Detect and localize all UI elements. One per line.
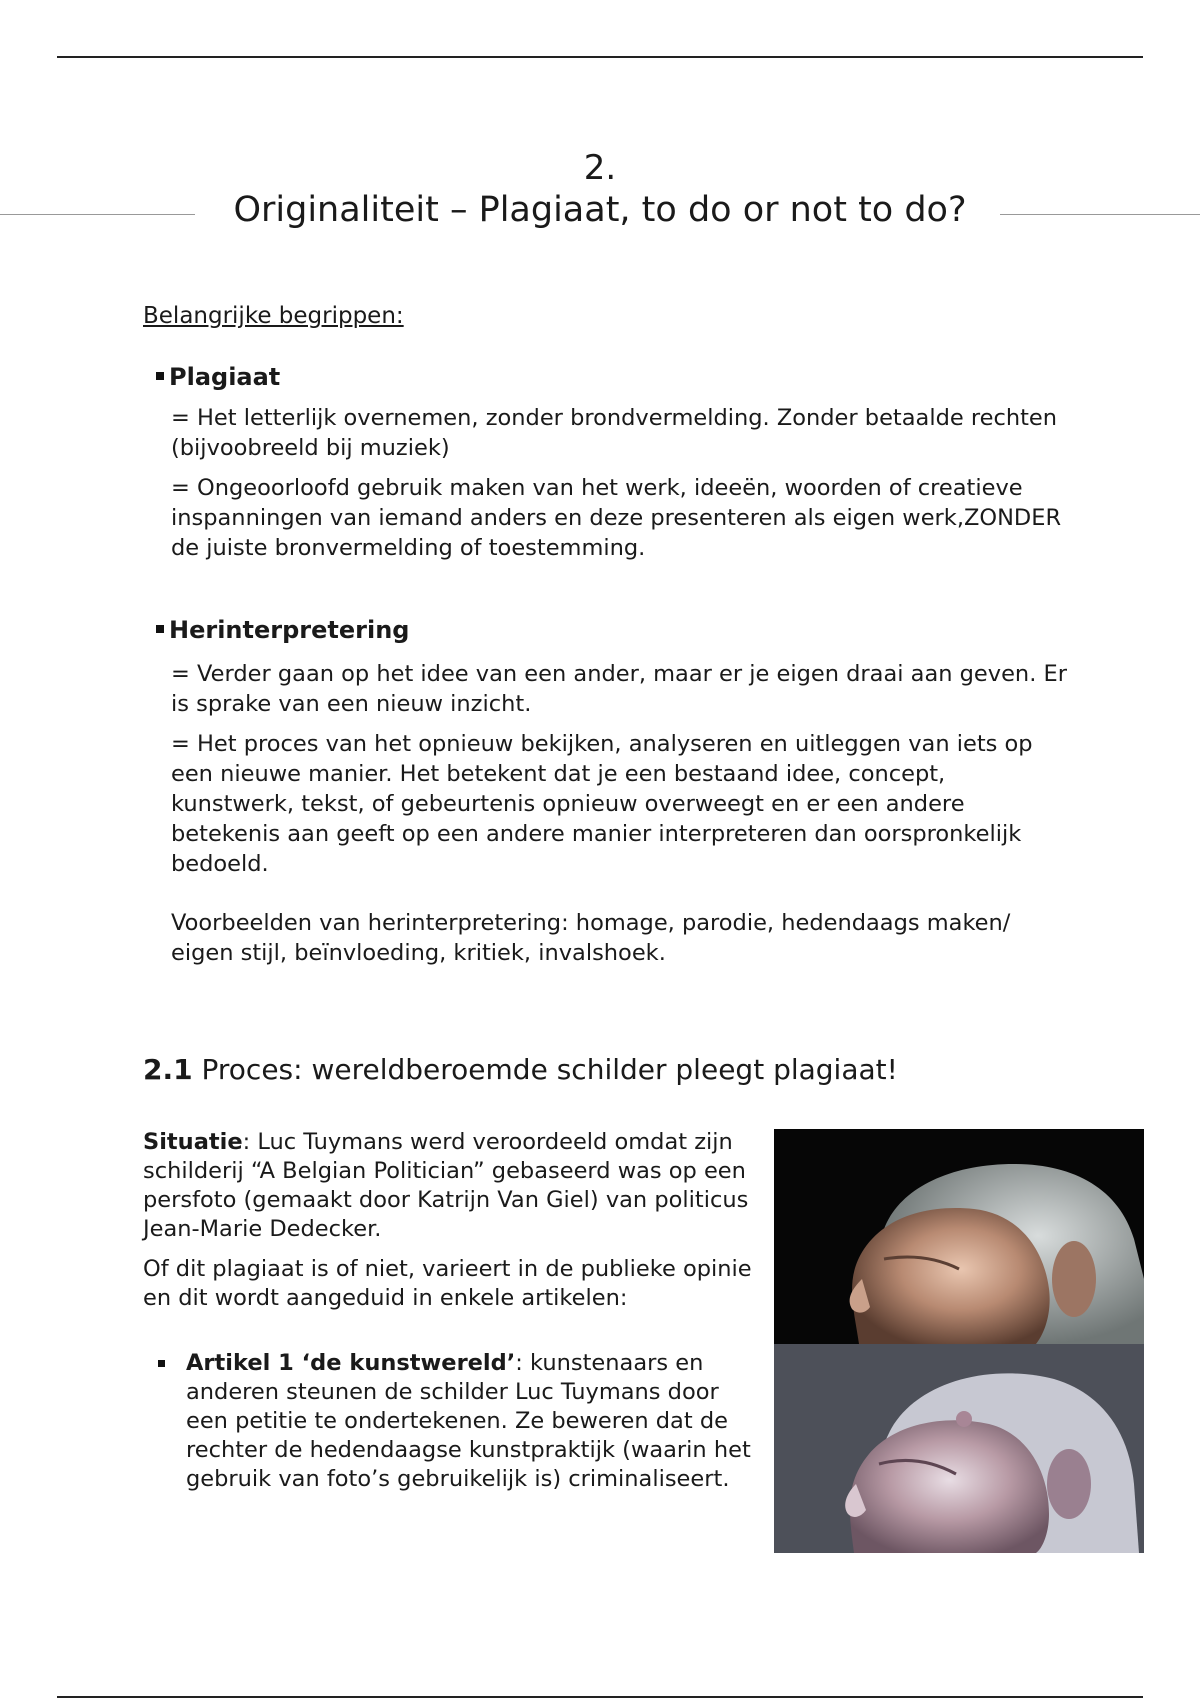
top-rule [57, 56, 1143, 58]
title-right-rule [1000, 214, 1200, 215]
painting-image [774, 1344, 1144, 1553]
chapter-number: 2. [583, 148, 617, 188]
definition: = Het letterlijk overnemen, zonder brondvermelding. Zonder betaalde rechten (bijvoobreeld bij muziek) [171, 405, 1058, 461]
painting-illustration [774, 1344, 1144, 1553]
situation-block [143, 1128, 763, 1324]
bullet-icon [158, 1360, 165, 1367]
term-name: Plagiaat [169, 363, 281, 391]
situation-paragraph [143, 1128, 763, 1244]
article-label: Artikel 1 ‘de kunstwereld’ [186, 1350, 516, 1376]
press-photo-illustration [774, 1129, 1144, 1344]
bottom-rule [57, 1696, 1143, 1698]
bullet-icon [156, 625, 164, 633]
term-name: Herinterpretering [169, 616, 410, 644]
title-left-rule [0, 214, 195, 215]
plagiaat-definitions [171, 403, 1071, 573]
term-plagiaat [156, 363, 280, 391]
terms-heading: Belangrijke begrippen: [143, 303, 404, 329]
section-title: Proces: wereldberoemde schilder pleegt plagiaat! [201, 1053, 898, 1086]
press-photo [774, 1129, 1144, 1344]
examples-paragraph: Voorbeelden van herinterpretering: homage, parodie, hedendaags maken/ eigen stijl, beïnvloeding, kritiek, invalshoek. [171, 910, 1011, 966]
definition: = Ongeoorloofd gebruik maken van het werk, ideeën, woorden of creatieve inspanningen van iemand anders en deze presenteren als eigen werk,ZONDER de juiste bronvermelding of toestemming. [171, 475, 1062, 561]
definition: = Verder gaan op het idee van een ander, maar er je eigen draai aan geven. Er is sprake van een nieuw inzicht. [171, 661, 1067, 717]
comparison-images [774, 1129, 1144, 1553]
section-number: 2.1 [143, 1053, 193, 1086]
herinterpretering-definitions [171, 659, 1071, 889]
list-item [152, 1349, 757, 1494]
articles-list [152, 1349, 757, 1494]
definition: = Het proces van het opnieuw bekijken, analyseren en uitleggen van iets op een nieuwe manier. Het betekent dat je een bestaand idee, concept, kunstwerk, tekst, of gebeurtenis opnieuw overweegt en er een andere betekenis aan geeft op een andere manier interpreteren dan oorspronkelijk bedoeld. [171, 731, 1033, 877]
term-herinterpretering [156, 616, 409, 644]
chapter-title-line [0, 188, 1200, 232]
situation-text: : Luc Tuymans werd veroordeeld omdat zijn schilderij “A Belgian Politician” gebaseerd was op een persfoto (gemaakt door Katrijn Van Giel) van politicus Jean-Marie Dedecker. [143, 1129, 749, 1242]
section-heading [143, 1053, 898, 1086]
situation-followup: Of dit plagiaat is of niet, varieert in de publieke opinie en dit wordt aangeduid in enkele artikelen: [143, 1256, 752, 1311]
article-text: : kunstenaars en anderen steunen de schilder Luc Tuymans door een petitie te ondertekenen. Ze beweren dat de rechter de hedendaagse kunstpraktijk (waarin het gebruik van foto’s gebruikelijk is) criminaliseert. [186, 1350, 751, 1492]
situation-label: Situatie [143, 1129, 243, 1155]
chapter-title: Originaliteit – Plagiaat, to do or not to do? [233, 190, 967, 230]
bullet-icon [156, 372, 164, 380]
chapter-heading [0, 148, 1200, 232]
